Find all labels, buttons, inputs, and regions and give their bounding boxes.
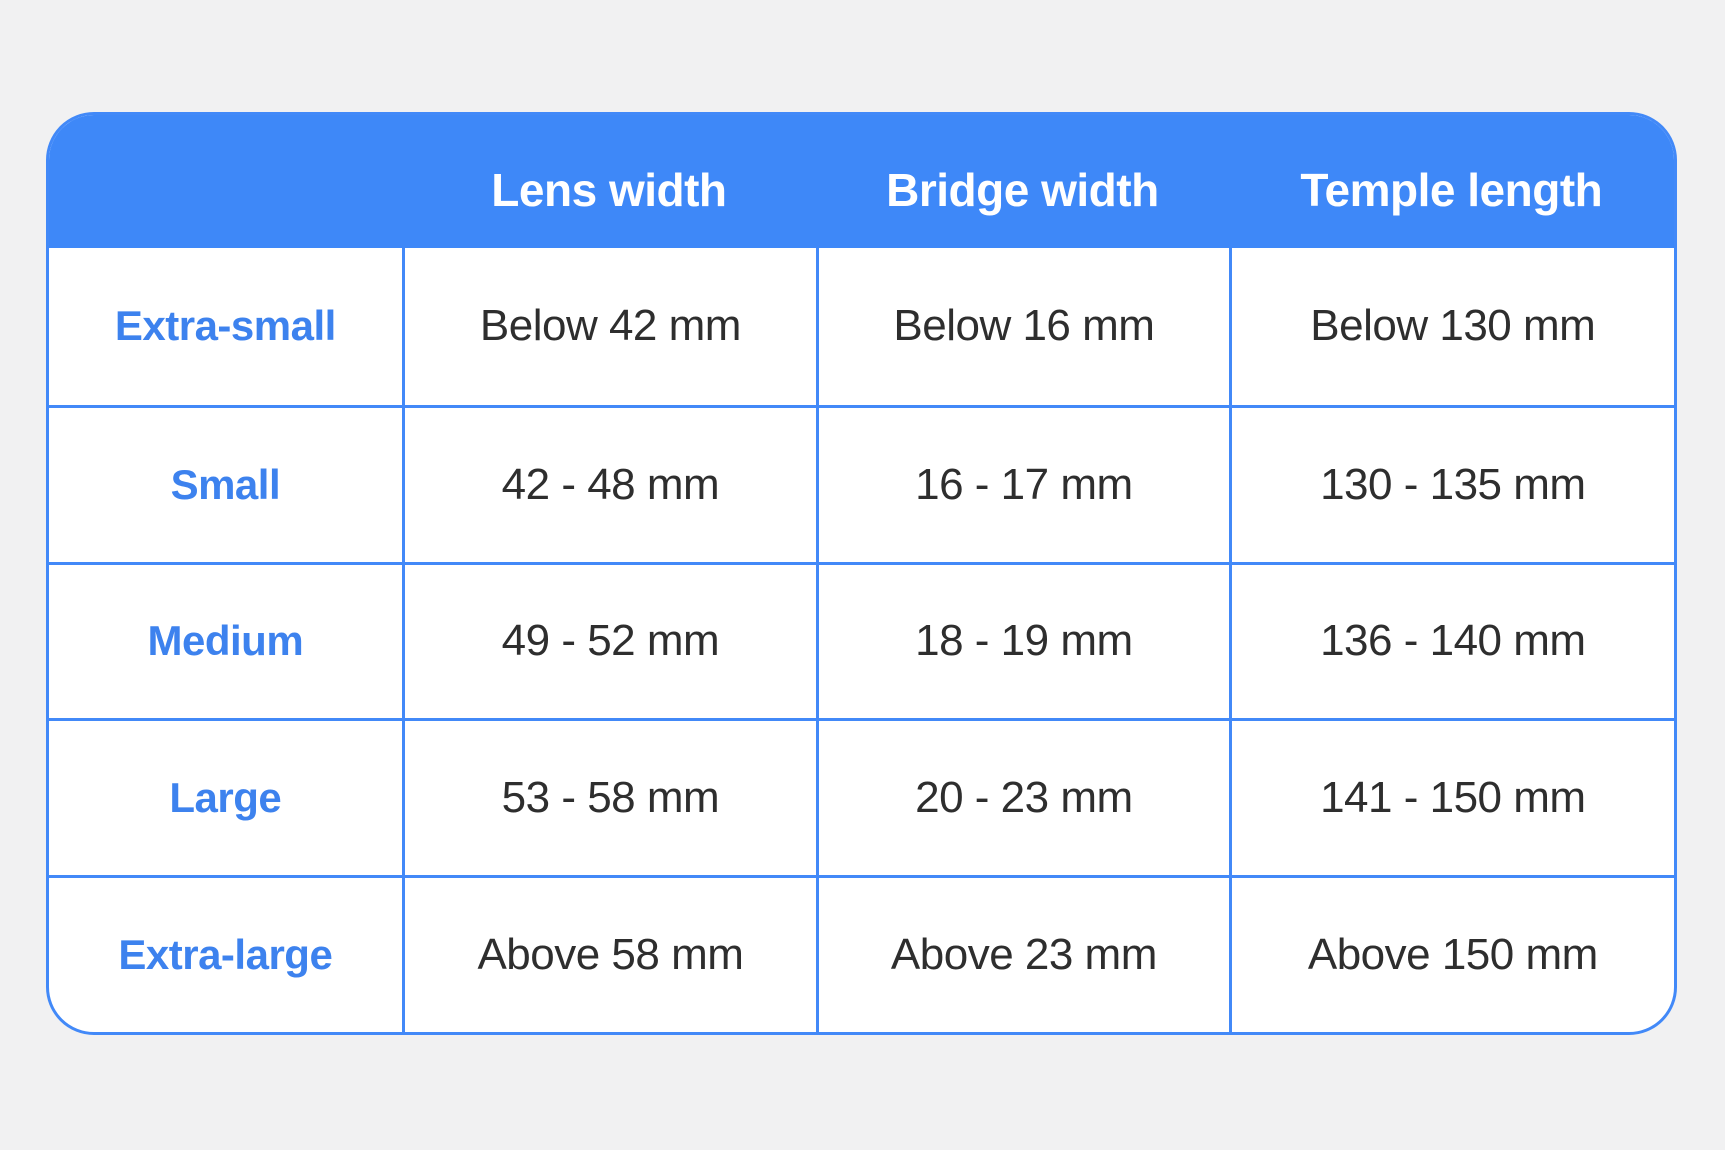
header-temple-length: Temple length xyxy=(1300,163,1603,216)
bridge-width-cell: 16 - 17 mm xyxy=(816,408,1228,562)
header-lens-width: Lens width xyxy=(491,163,727,216)
temple-length-cell: 136 - 140 mm xyxy=(1229,565,1674,719)
table-row-extra-small xyxy=(49,248,1674,405)
header-bridge-width: Bridge width xyxy=(886,163,1159,216)
bridge-width-cell: Below 16 mm xyxy=(816,248,1228,405)
row-label-extra-large: Extra-large xyxy=(118,931,333,979)
bridge-width-cell: 20 - 23 mm xyxy=(816,721,1228,875)
table-row-large xyxy=(49,718,1674,875)
temple-length-cell: 130 - 135 mm xyxy=(1229,408,1674,562)
temple-length-cell: 141 - 150 mm xyxy=(1229,721,1674,875)
lens-width-cell: Below 42 mm xyxy=(402,248,816,405)
table-row-small xyxy=(49,405,1674,562)
row-label-extra-small: Extra-small xyxy=(114,302,336,350)
temple-length-cell: Above 150 mm xyxy=(1229,878,1674,1032)
bridge-width-cell: Above 23 mm xyxy=(816,878,1228,1032)
table-row-medium xyxy=(49,562,1674,719)
temple-length-cell: Below 130 mm xyxy=(1229,248,1674,405)
row-label-small: Small xyxy=(170,460,281,508)
table-row-extra-large xyxy=(49,875,1674,1032)
row-label-large: Large xyxy=(169,774,282,822)
bridge-width-cell: 18 - 19 mm xyxy=(816,565,1228,719)
glasses-size-guide-table xyxy=(46,112,1677,1035)
lens-width-cell: 49 - 52 mm xyxy=(402,565,816,719)
row-label-medium: Medium xyxy=(147,617,304,665)
lens-width-cell: 53 - 58 mm xyxy=(402,721,816,875)
lens-width-cell: Above 58 mm xyxy=(402,878,816,1032)
header-corner-cell xyxy=(49,174,402,190)
table-header-row xyxy=(49,115,1674,248)
lens-width-cell: 42 - 48 mm xyxy=(402,408,816,562)
